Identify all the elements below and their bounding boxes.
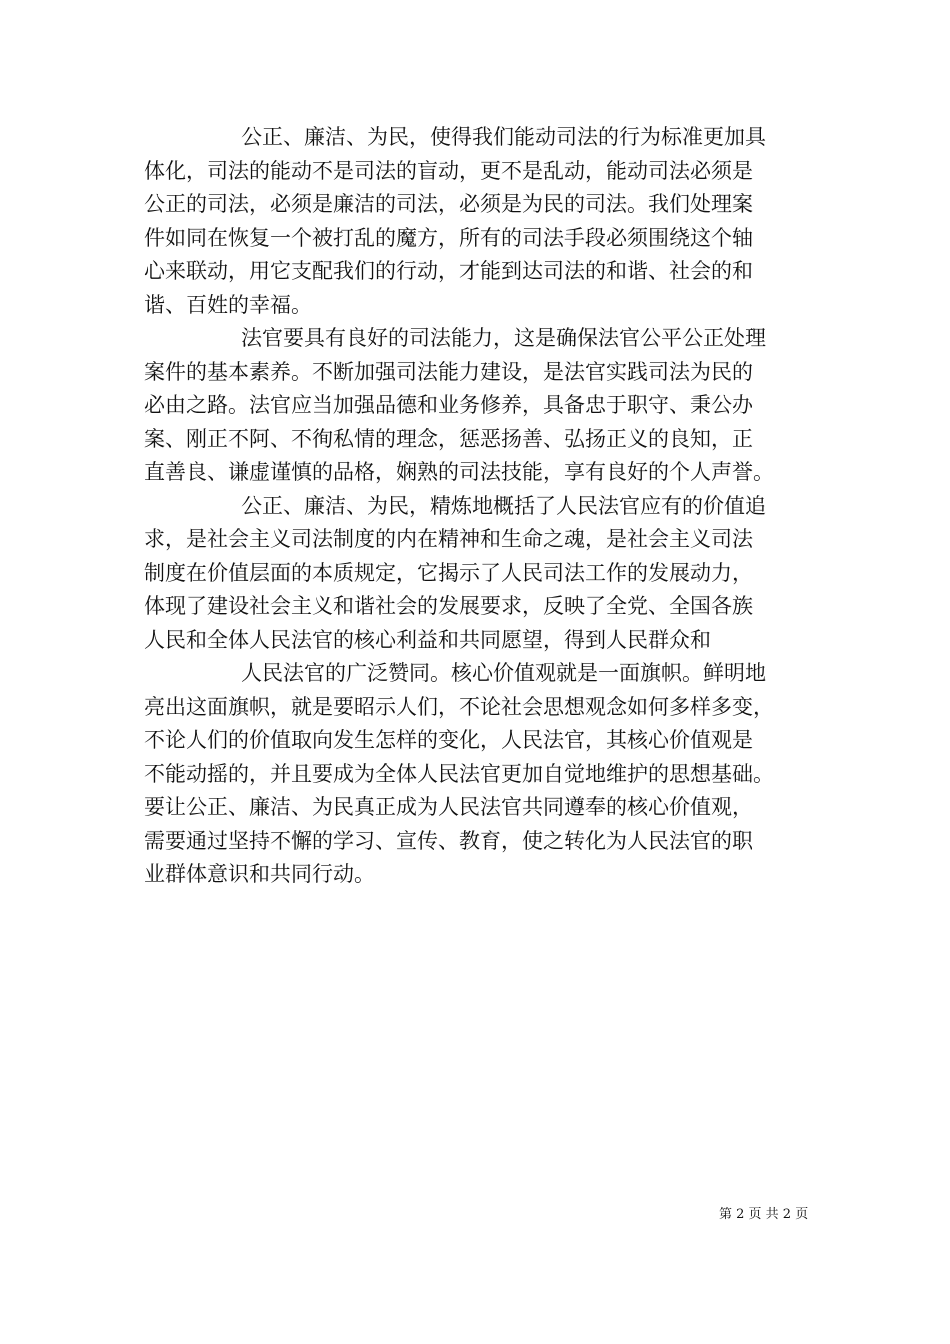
paragraph-line: 法官要具有良好的司法能力，这是确保法官公平公正处理 xyxy=(241,326,766,350)
paragraph-line: 心来联动，用它支配我们的行动，才能到达司法的和谐、社会的和 xyxy=(144,259,753,283)
paragraph-line: 必由之路。法官应当加强品德和业务修养，具备忠于职守、秉公办 xyxy=(144,393,753,417)
paragraph-line: 需要通过坚持不懈的学习、宣传、教育，使之转化为人民法官的职 xyxy=(144,828,753,853)
paragraph-2 xyxy=(144,322,814,490)
page-number-footer: 第 2 页 共 2 页 xyxy=(719,1207,809,1222)
paragraph-line: 体现了建设社会主义和谐社会的发展要求，反映了全党、全国各族 xyxy=(144,594,753,618)
paragraph-line: 体化，司法的能动不是司法的盲动，更不是乱动，能动司法必须是 xyxy=(144,158,753,183)
paragraph-line: 人民和全体人民法官的核心利益和共同愿望，得到人民群众和 xyxy=(144,627,711,652)
paragraph-3 xyxy=(144,490,814,658)
paragraph-line: 案件的基本素养。不断加强司法能力建设，是法官实践司法为民的 xyxy=(144,359,753,384)
paragraph-line: 不论人们的价值取向发生怎样的变化，人民法官，其核心价值观是 xyxy=(144,728,753,752)
paragraph-line: 求，是社会主义司法制度的内在精神和生命之魂，是社会主义司法 xyxy=(144,527,753,551)
paragraph-line: 件如同在恢复一个被打乱的魔方，所有的司法手段必须围绕这个轴 xyxy=(144,225,753,250)
paragraph-line: 公正的司法，必须是廉洁的司法，必须是为民的司法。我们处理案 xyxy=(144,192,753,216)
paragraph-line: 直善良、谦虚谨慎的品格，娴熟的司法技能，享有良好的个人声誉。 xyxy=(144,460,774,484)
paragraph-4 xyxy=(144,657,814,892)
paragraph-line: 公正、廉洁、为民，精炼地概括了人民法官应有的价值追 xyxy=(241,493,766,518)
paragraph-line: 谐、百姓的幸福。 xyxy=(144,292,312,317)
paragraph-line: 公正、廉洁、为民，使得我们能动司法的行为标准更加具 xyxy=(241,125,766,149)
paragraph-line: 要让公正、廉洁、为民真正成为人民法官共同遵奉的核心价值观， xyxy=(144,795,753,819)
paragraph-1 xyxy=(144,121,814,322)
document-body xyxy=(144,121,814,892)
paragraph-line: 制度在价值层面的本质规定，它揭示了人民司法工作的发展动力， xyxy=(144,560,753,585)
paragraph-line: 亮出这面旗帜，就是要昭示人们，不论社会思想观念如何多样多变， xyxy=(144,694,774,719)
paragraph-line: 人民法官的广泛赞同。核心价值观就是一面旗帜。鲜明地 xyxy=(241,661,766,685)
paragraph-line: 业群体意识和共同行动。 xyxy=(144,862,375,886)
paragraph-line: 不能动摇的，并且要成为全体人民法官更加自觉地维护的思想基础。 xyxy=(144,761,774,786)
paragraph-line: 案、刚正不阿、不徇私情的理念，惩恶扬善、弘扬正义的良知，正 xyxy=(144,426,753,451)
